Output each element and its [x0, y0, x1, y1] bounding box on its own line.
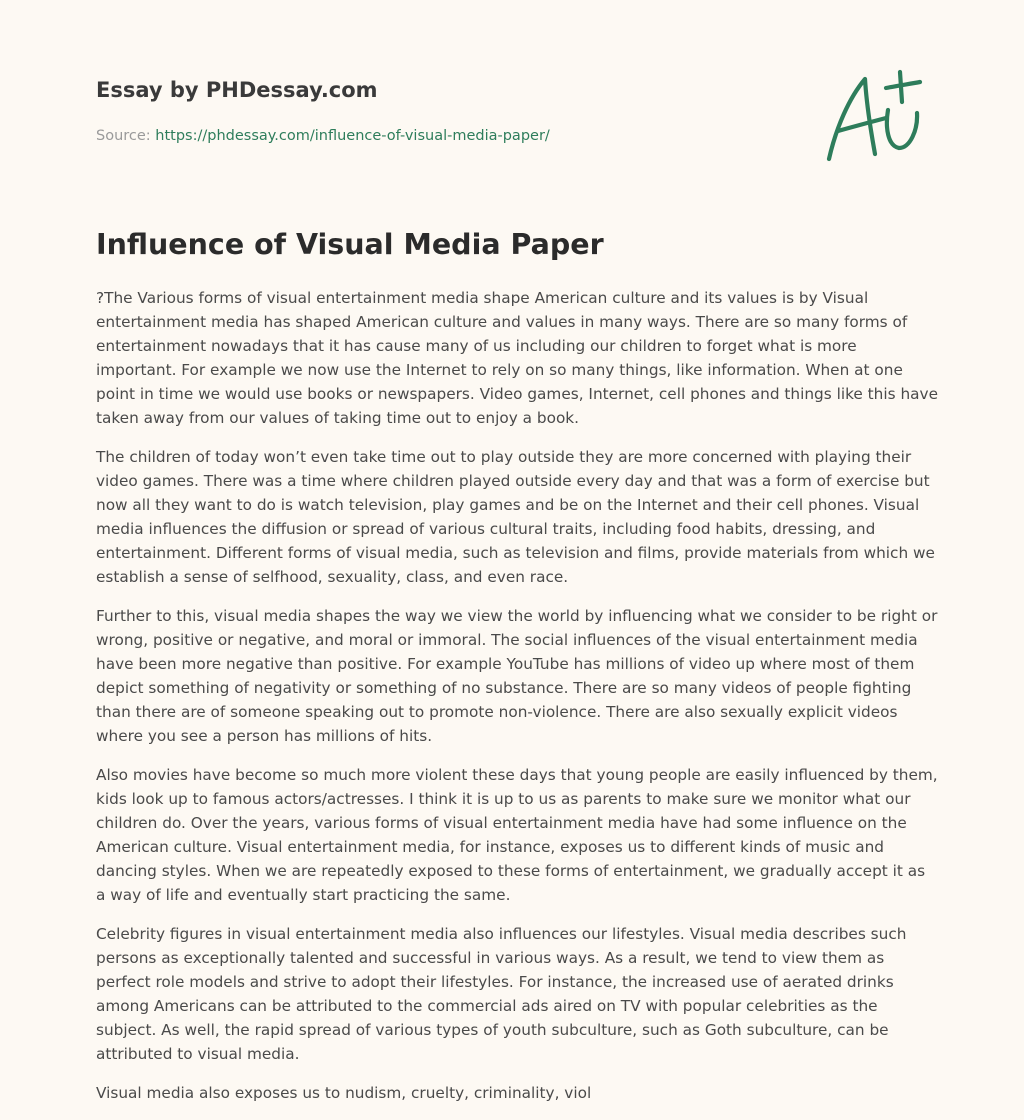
- essay-title: Influence of Visual Media Paper: [96, 228, 604, 261]
- essay-body: [96, 286, 938, 1120]
- essay-paragraph: Celebrity figures in visual entertainment media also influences our lifestyles. Visual media describes such persons as exceptionally talented and successful in various ways. As a result, we tend to view them as perfect role models and strive to adopt their lifestyles. For instance, the increased use of aerated drinks among Americans can be attributed to the commercial ads aired on TV with popular celebrities as the subject. As well, the rapid spread of various types of youth subculture, such as Goth subculture, can be attributed to visual media.: [96, 925, 907, 1063]
- source-label: Source:: [96, 128, 156, 144]
- essay-paragraph: Visual media also exposes us to nudism, cruelty, criminality, viol: [96, 1084, 592, 1102]
- essay-paragraph: ?The Various forms of visual entertainment media shape American culture and its values is by Visual entertainment media has shaped American culture and values in many ways. There are so many forms of entertainment nowadays that it has cause many of us including our children to forget what is more important. For example we now use the Internet to rely on so many things, like information. When at one point in time we would use books or newspapers. Video games, Internet, cell phones and things like this have taken away from our values of taking time out to enjoy a book.: [96, 289, 938, 427]
- essay-paragraph: The children of today won’t even take time out to play outside they are more concerned with playing their video games. There was a time where children played outside every day and that was a form of exercise but now all they want to do is watch television, play games and be on the Internet and their cell phones. Visual media influences the diffusion or spread of various cultural traits, including food habits, dressing, and entertainment. Different forms of visual media, such as television and films, provide materials from which we establish a sense of selfhood, sexuality, class, and even race.: [96, 448, 935, 586]
- page-header: [96, 76, 696, 146]
- source-line: [96, 126, 696, 146]
- source-link[interactable]: https://phdessay.com/influence-of-visual-media-paper/: [155, 128, 550, 144]
- a-plus-grade-icon: [822, 66, 928, 166]
- essay-paragraph: Also movies have become so much more violent these days that young people are easily influenced by them, kids look up to famous actors/actresses. I think it is up to us as parents to make sure we monitor what our children do. Over the years, various forms of visual entertainment media have had some influence on the American culture. Visual entertainment media, for instance, exposes us to different kinds of music and dancing styles. When we are repeatedly exposed to these forms of entertainment, we gradually accept it as a way of life and eventually start practicing the same.: [96, 766, 938, 904]
- site-brand: Essay by PHDessay.com: [96, 78, 378, 102]
- essay-paragraph: Further to this, visual media shapes the way we view the world by influencing what we consider to be right or wrong, positive or negative, and moral or immoral. The social influences of the visual entertainment media have been more negative than positive. For example YouTube has millions of video up where most of them depict something of negativity or something of no substance. There are so many videos of people fighting than there are of someone speaking out to promote non-violence. There are also sexually explicit videos where you see a person has millions of hits.: [96, 607, 938, 745]
